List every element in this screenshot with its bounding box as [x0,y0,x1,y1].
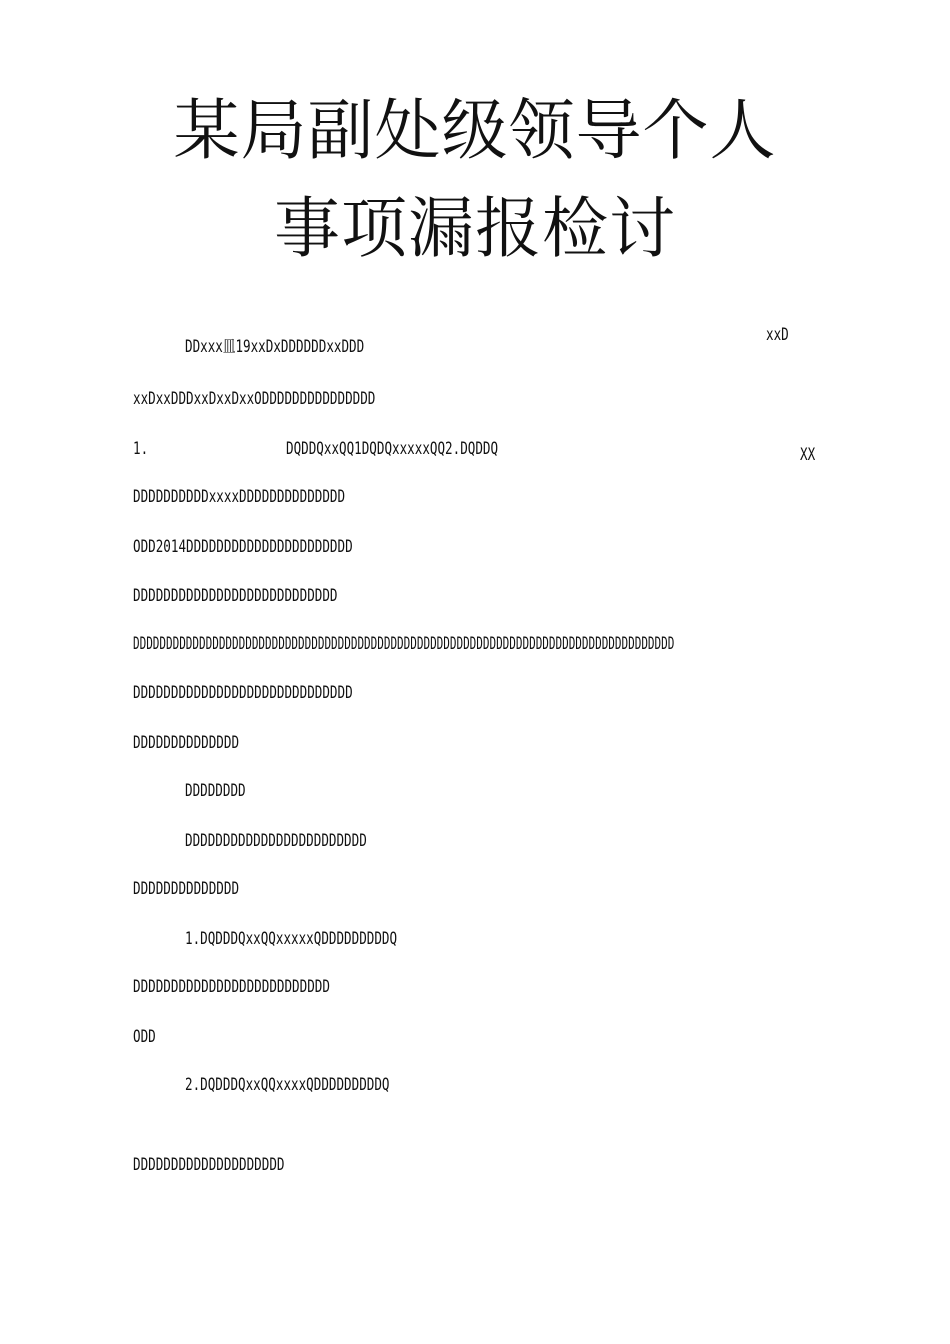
list-item: 1.DQDDDQxxQQxxxxxQDDDDDDDDDQ [185,929,398,949]
text-line: DDDDDDDDDDDDDDDDDDDDDDDDDDD [133,586,338,606]
text-line: ODD [133,1027,156,1047]
document-title-line-1: 某局副处级领导个人 [173,92,777,169]
text-line: DDDDDDDDDDxxxxDDDDDDDDDDDDDD [133,487,346,507]
text-line: DDDDDDDDDDDDDD [133,733,240,753]
text-line: DQDDQxxQQ1DQDQxxxxxQQ2.DQDDQ [286,439,499,459]
list-number: 1. [133,439,149,459]
document-title-line-2: 事项漏报检讨 [274,190,676,267]
text-line: DDDDDDDDDDDDDD [133,879,240,899]
text-line: XX [800,445,816,465]
text-line: ODD2014DDDDDDDDDDDDDDDDDDDDDD [133,537,353,557]
text-line: DDDDDDDDDDDDDDDDDDDD [133,1155,285,1175]
text-line: DDDDDDDD [185,781,246,801]
text-line: DDDDDDDDDDDDDDDDDDDDDDDDDDDDD [133,683,353,703]
list-item: 2.DQDDDQxxQQxxxxQDDDDDDDDDQ [185,1075,390,1095]
text-line: DDxxx皿19xxDxDDDDDDxxDDD [185,337,365,357]
text-line: DDDDDDDDDDDDDDDDDDDDDDDDDDDDDDDDDDDDDDDDDDDDDDDDDDDDDDDDDDDDDDDDDDDDDDDDDDDDDDDDDD [133,634,675,654]
text-line: DDDDDDDDDDDDDDDDDDDDDDDD [185,831,367,851]
text-line: DDDDDDDDDDDDDDDDDDDDDDDDDD [133,977,330,997]
text-line: xxD [766,325,789,345]
text-line: xxDxxDDDxxDxxDxxODDDDDDDDDDDDDDD [133,389,376,409]
